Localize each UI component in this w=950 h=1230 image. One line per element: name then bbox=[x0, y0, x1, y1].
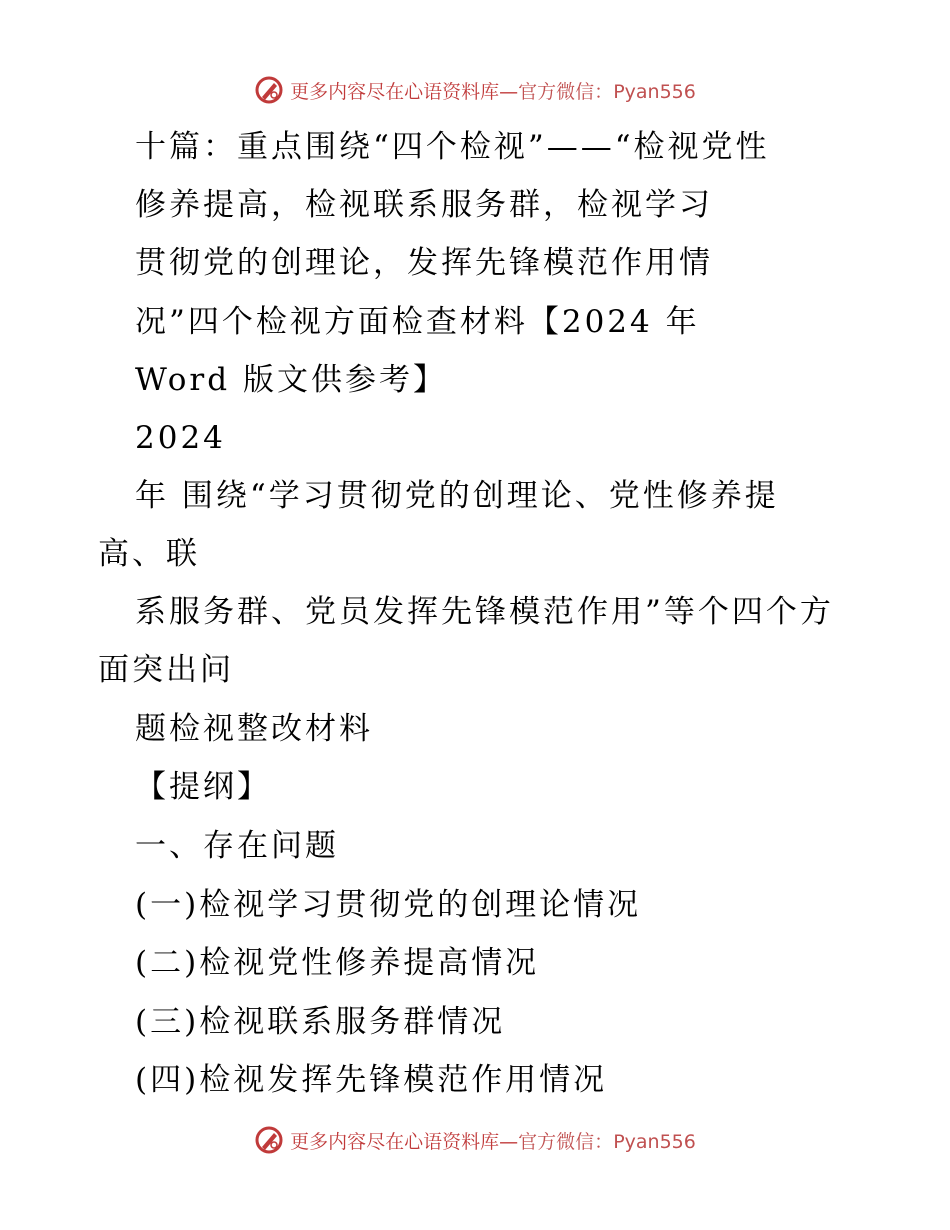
text-line: 高、联 bbox=[98, 536, 200, 572]
watermark-wechat-id: Pyan556 bbox=[613, 1130, 696, 1153]
watermark-text bbox=[290, 77, 696, 104]
pen-logo-icon bbox=[254, 75, 284, 105]
text-line: (四)检视发挥先锋模范作用情况 bbox=[135, 1062, 608, 1098]
text-line: 系服务群、党员发挥先锋模范作用”等个四个方 bbox=[135, 594, 834, 630]
watermark-wechat-label: 官方微信： bbox=[518, 1130, 614, 1153]
text-line: (二)检视党性修养提高情况 bbox=[135, 945, 540, 981]
watermark-text bbox=[290, 1127, 696, 1154]
text-line: 贯彻党的创理论，发挥先锋模范作用情 bbox=[135, 245, 713, 281]
watermark-wechat-label: 官方微信： bbox=[518, 80, 614, 103]
text-line: (一)检视学习贯彻党的创理论情况 bbox=[135, 887, 642, 923]
watermark-wechat-id: Pyan556 bbox=[613, 80, 696, 103]
text-line: Word 版文供参考】 bbox=[135, 362, 447, 398]
watermark-main-text: 更多内容尽在心语资料库 bbox=[290, 1130, 500, 1153]
watermark-dash: — bbox=[499, 1130, 519, 1153]
header-watermark-banner bbox=[0, 70, 950, 110]
text-line: 况”四个检视方面检查材料【2024 年 bbox=[135, 304, 700, 340]
text-line: 年 围绕“学习贯彻党的创理论、党性修养提 bbox=[135, 478, 779, 514]
footer-watermark-banner bbox=[0, 1120, 950, 1160]
text-line: 题检视整改材料 bbox=[135, 711, 373, 747]
watermark-main-text: 更多内容尽在心语资料库 bbox=[290, 80, 500, 103]
text-line: (三)检视联系服务群情况 bbox=[135, 1004, 506, 1040]
pen-logo-icon bbox=[254, 1125, 284, 1155]
text-line: 2024 bbox=[135, 420, 226, 456]
watermark-dash: — bbox=[499, 80, 519, 103]
text-line: 十篇：重点围绕“四个检视”——“检视党性 bbox=[135, 129, 770, 165]
text-line: 面突出问 bbox=[98, 652, 234, 688]
text-line: 【提纲】 bbox=[135, 769, 271, 805]
text-line: 一、存在问题 bbox=[135, 828, 339, 864]
text-line: 修养提高，检视联系服务群，检视学习 bbox=[135, 187, 713, 223]
